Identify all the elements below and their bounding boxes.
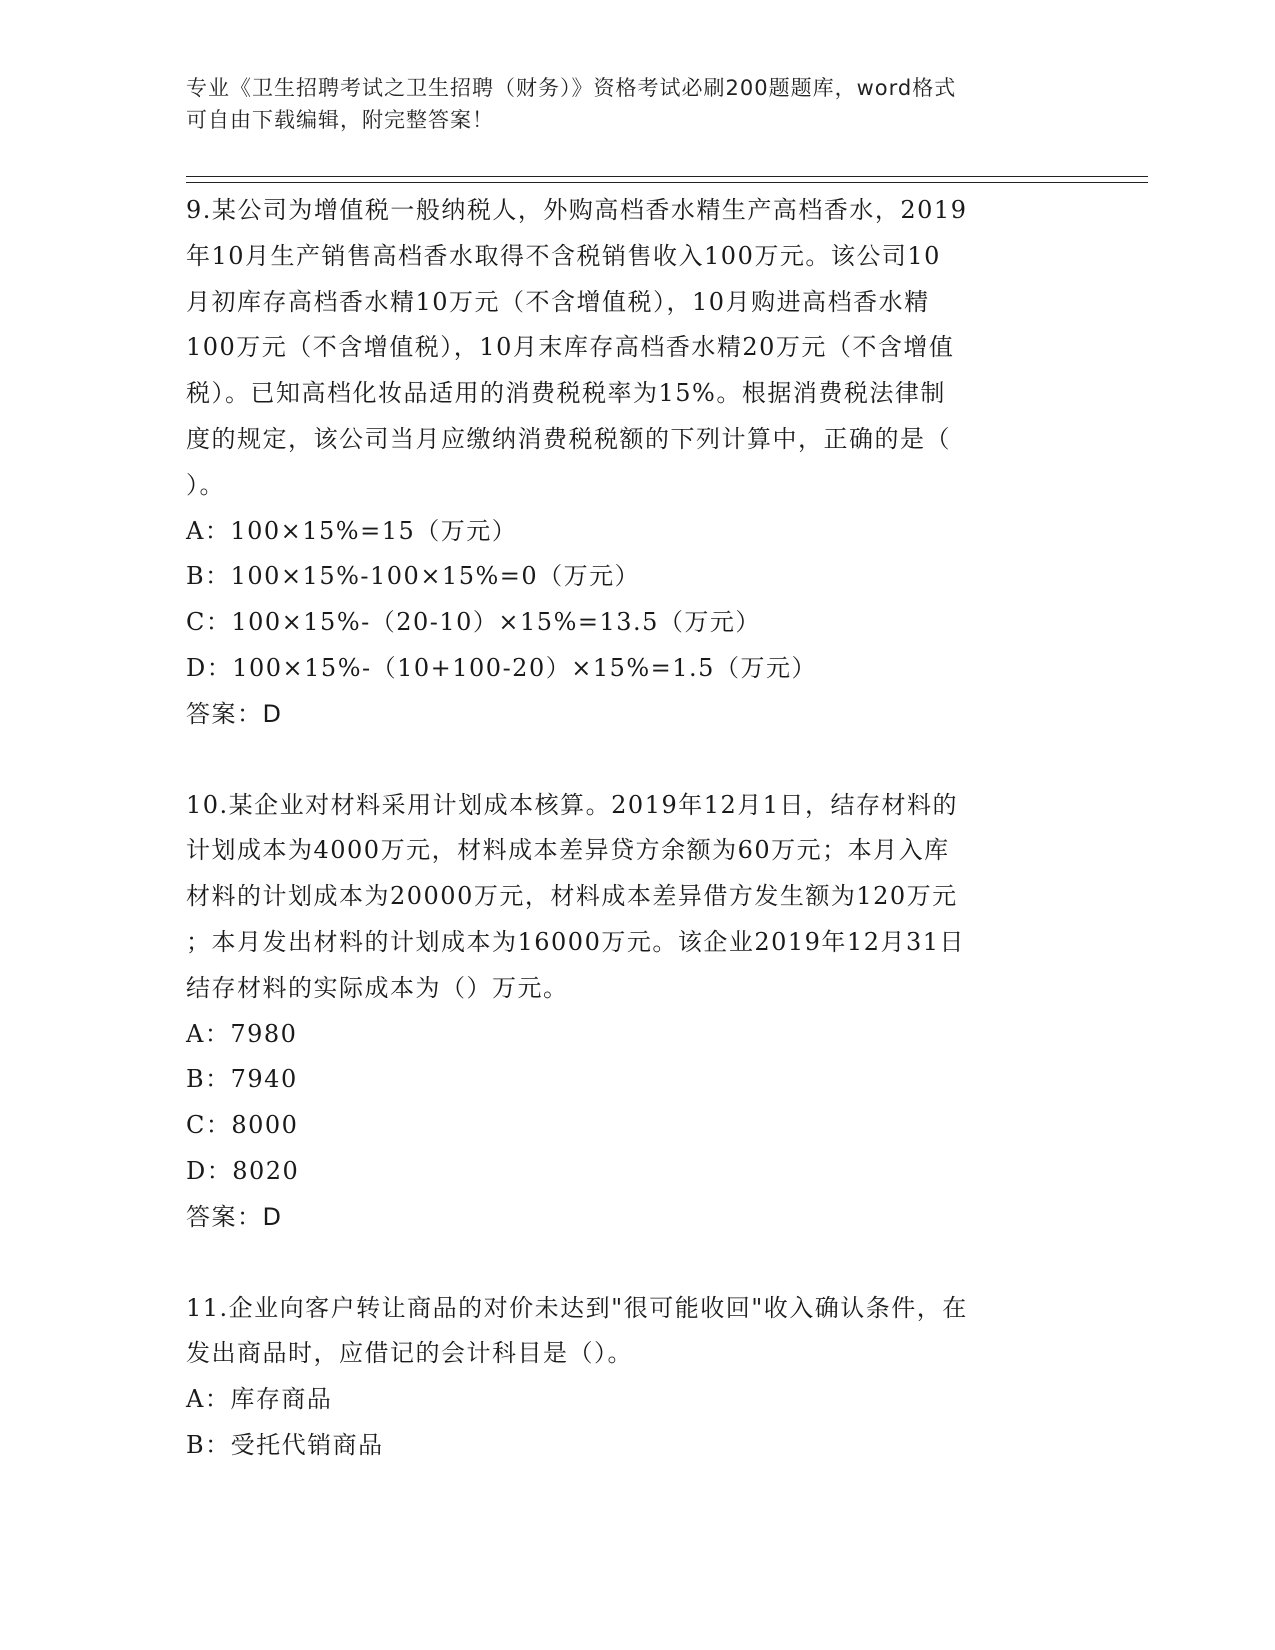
option-b: B：受托代销商品 — [186, 1430, 384, 1459]
question-10 — [186, 783, 1066, 1241]
option-a: A：7980 — [186, 1019, 298, 1048]
option-d: D：100×15%-（10+100-20）×15%=1.5（万元） — [186, 653, 817, 682]
question-text-line: 年10月生产销售高档香水取得不含税销售收入100万元。该公司10 — [186, 241, 941, 270]
header-divider-top — [186, 176, 1148, 177]
question-text-line: ；本月发出材料的计划成本为16000万元。该企业2019年12月31日 — [186, 927, 966, 956]
question-9 — [186, 188, 1066, 738]
question-text-line: 月初库存高档香水精10万元（不含增值税），10月购进高档香水精 — [186, 287, 930, 316]
question-text-line: 发出商品时，应借记的会计科目是（）。 — [186, 1339, 633, 1368]
option-a: A：100×15%=15（万元） — [186, 516, 518, 545]
question-list — [186, 188, 1066, 1469]
header-divider-bottom — [186, 182, 1148, 183]
question-text-line: 9.某公司为增值税一般纳税人，外购高档香水精生产高档香水，2019 — [186, 196, 968, 224]
question-spacer — [186, 1241, 1066, 1286]
question-spacer — [186, 738, 1066, 783]
question-text-line: 100万元（不含增值税），10月末库存高档香水精20万元（不含增值 — [186, 333, 955, 362]
question-text-line: 11.企业向客户转让商品的对价未达到"很可能收回"收入确认条件，在 — [186, 1293, 968, 1322]
question-11 — [186, 1286, 1066, 1469]
option-b: B：7940 — [186, 1065, 298, 1094]
question-text-line: 税）。已知高档化妆品适用的消费税税率为15%。根据消费税法律制 — [186, 379, 946, 408]
option-c: C：100×15%-（20-10）×15%=13.5（万元） — [186, 608, 761, 637]
option-c: C：8000 — [186, 1111, 299, 1140]
answer-label: 答案：D — [186, 699, 283, 728]
answer-label: 答案：D — [186, 1202, 283, 1231]
question-text-line: 10.某企业对材料采用计划成本核算。2019年12月1日，结存材料的 — [186, 790, 959, 819]
question-text-line: 材料的计划成本为20000万元，材料成本差异借方发生额为120万元 — [186, 882, 958, 911]
option-b: B：100×15%-100×15%=0（万元） — [186, 562, 641, 591]
option-a: A：库存商品 — [186, 1385, 333, 1414]
question-text-line: ）。 — [186, 470, 225, 499]
header-line-2: 可自由下载编辑，附完整答案！ — [186, 108, 494, 132]
question-text-line: 计划成本为4000万元，材料成本差异贷方余额为60万元；本月入库 — [186, 836, 950, 865]
header-line-1: 专业《卫生招聘考试之卫生招聘（财务）》资格考试必刷200题题库，word格式 — [186, 76, 957, 100]
option-d: D：8020 — [186, 1156, 300, 1185]
question-text-line: 结存材料的实际成本为（）万元。 — [186, 973, 569, 1002]
document-header — [186, 72, 1066, 136]
question-text-line: 度的规定，该公司当月应缴纳消费税税额的下列计算中，正确的是（ — [186, 424, 951, 453]
